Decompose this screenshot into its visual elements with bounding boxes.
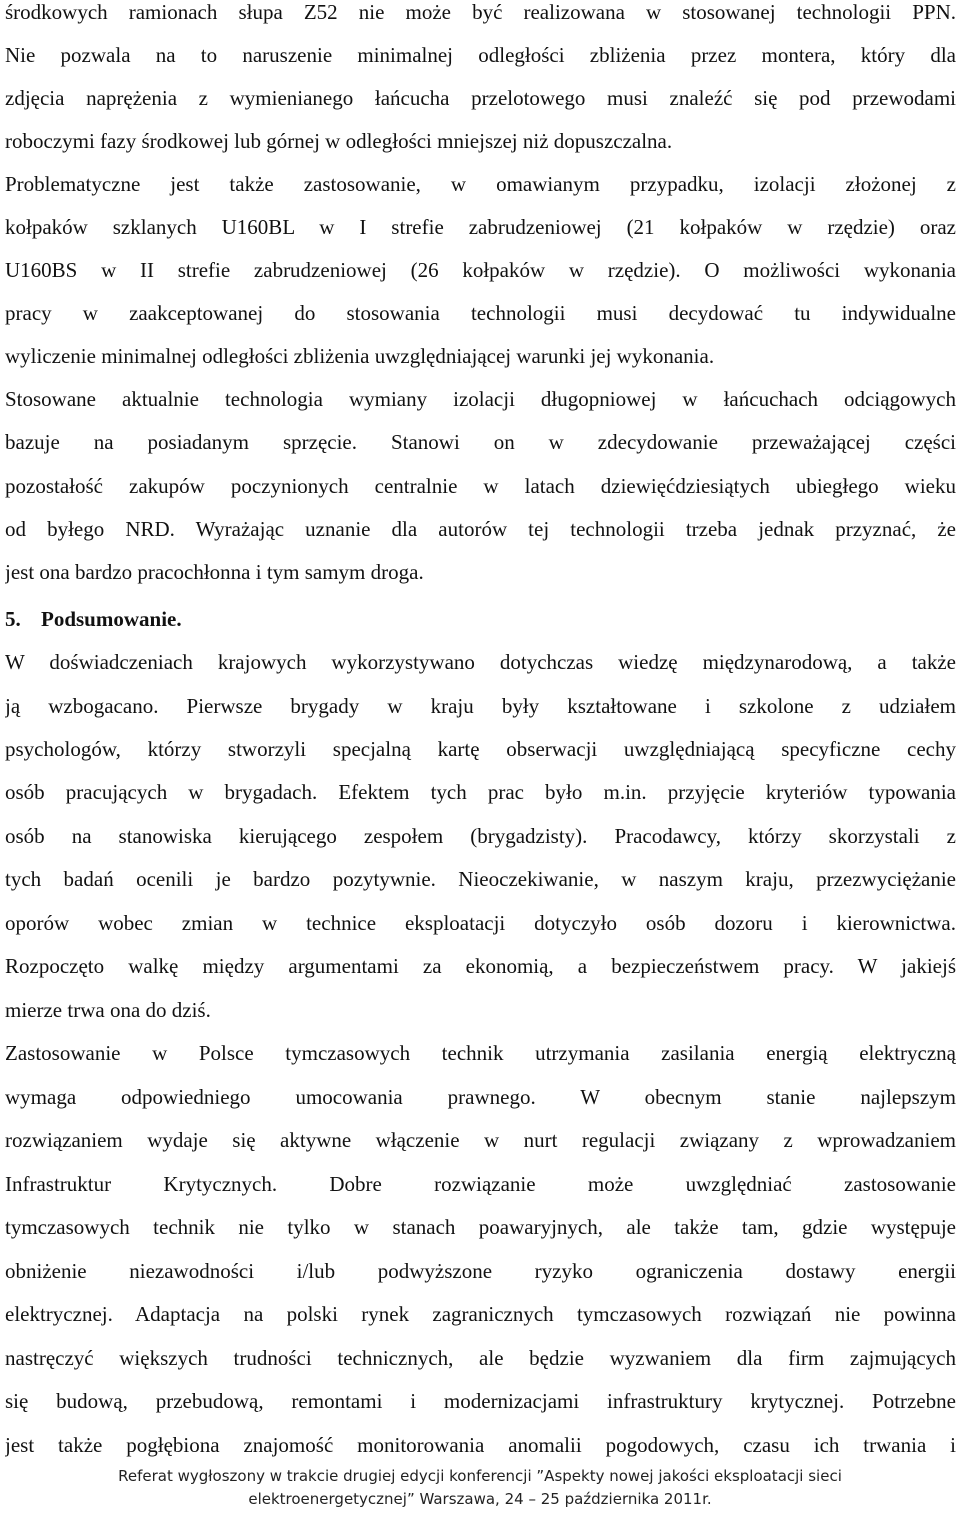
body-line: pozostałość zakupów poczynionych centralnie w latach dziewięćdziesiątych ubiegłego wieku (5, 474, 956, 498)
body-line: kołpaków szklanych U160BL w I strefie zabrudzeniowej (21 kołpaków w rzędzie) oraz (5, 215, 956, 239)
footer-line: Referat wygłoszony w trakcie drugiej edycji konferencji ”Aspekty nowej jakości eksploatacji sieci (118, 1467, 842, 1485)
body-line: Nie pozwala na to naruszenie minimalnej odległości zbliżenia przez montera, który dla (5, 43, 956, 67)
body-line: obniżenie niezawodności i/lub podwyższone ryzyko ograniczenia dostawy energii (5, 1259, 956, 1283)
body-line: od byłego NRD. Wyrażając uznanie dla autorów tej technologii trzeba jednak przyznać, że (5, 517, 956, 541)
body-line: jest ona bardzo pracochłonna i tym samym droga. (5, 560, 424, 584)
body-line: tymczasowych technik nie tylko w stanach poawaryjnych, ale także tam, gdzie występuje (5, 1215, 956, 1239)
body-line: ją wzbogacano. Pierwsze brygady w kraju były kształtowane i szkolone z udziałem (5, 694, 956, 718)
body-line: rozwiązaniem wydaje się aktywne włączenie w nurt regulacji związany z wprowadzaniem (5, 1128, 956, 1152)
body-line: bazuje na posiadanym sprzęcie. Stanowi on w zdecydowanie przeważającej części (5, 430, 956, 454)
body-line: Infrastruktur Krytycznych. Dobre rozwiązanie może uwzględniać zastosowanie (5, 1172, 956, 1196)
body-line: Rozpoczęto walkę między argumentami za ekonomią, a bezpieczeństwem pracy. W jakiejś (5, 954, 956, 978)
body-line: oporów wobec zmian w technice eksploatacji dotyczyło osób dozoru i kierownictwa. (5, 911, 956, 935)
section-heading (5, 597, 956, 641)
body-line: się budową, przebudową, remontami i modernizacjami infrastruktury krytycznej. Potrzebne (5, 1389, 956, 1413)
body-line: pracy w zaakceptowanej do stosowania technologii musi decydować tu indywidualne (5, 301, 956, 325)
body-line: Zastosowanie w Polsce tymczasowych technik utrzymania zasilania energią elektryczną (5, 1041, 956, 1065)
section-number: 5. (5, 607, 21, 631)
body-line: tych badań ocenili je bardzo pozytywnie. Nieoczekiwanie, w naszym kraju, przezwyciężanie (5, 867, 956, 891)
body-line: W doświadczeniach krajowych wykorzystywano dotychczas wiedzę międzynarodową, a także (5, 650, 956, 674)
body-line: jest także pogłębiona znajomość monitorowania anomalii pogodowych, czasu ich trwania i (5, 1433, 956, 1457)
body-line: Problematyczne jest także zastosowanie, w omawianym przypadku, izolacji złożonej z (5, 172, 956, 196)
body-line: nastręczyć większych trudności technicznych, ale będzie wyzwaniem dla firm zajmujących (5, 1346, 956, 1370)
body-line: U160BS w II strefie zabrudzeniowej (26 kołpaków w rzędzie). O możliwości wykonania (5, 258, 956, 282)
section-title: Podsumowanie. (41, 607, 182, 631)
body-line: osób na stanowiska kierującego zespołem (brygadzisty). Pracodawcy, którzy skorzystali z (5, 824, 956, 848)
body-line: Stosowane aktualnie technologia wymiany izolacji długopniowej w łańcuchach odciągowych (5, 387, 956, 411)
body-line: mierze trwa ona do dziś. (5, 998, 211, 1022)
body-line: wyliczenie minimalnej odległości zbliżenia uwzględniającej warunki jej wykonania. (5, 344, 715, 368)
body-line: zdjęcia naprężenia z wymienianego łańcucha przelotowego musi znaleźć się pod przewodami (5, 86, 956, 110)
footer-line: elektroenergetycznej” Warszawa, 24 – 25 października 2011r. (248, 1490, 712, 1508)
body-line: psychologów, którzy stworzyli specjalną kartę obserwacji uwzględniającą specyficzne cechy (5, 737, 956, 761)
body-line: osób pracujących w brygadach. Efektem tych prac było m.in. przyjęcie kryteriów typowania (5, 780, 956, 804)
body-line: środkowych ramionach słupa Z52 nie może być realizowana w stosowanej technologii PPN. (5, 0, 956, 24)
body-line: elektrycznej. Adaptacja na polski rynek zagranicznych tymczasowych rozwiązań nie powinna (5, 1302, 956, 1326)
body-line: roboczymi fazy środkowej lub górnej w odległości mniejszej niż dopuszczalna. (5, 129, 673, 153)
body-line: wymaga odpowiedniego umocowania prawnego. W obecnym stanie najlepszym (5, 1085, 956, 1109)
